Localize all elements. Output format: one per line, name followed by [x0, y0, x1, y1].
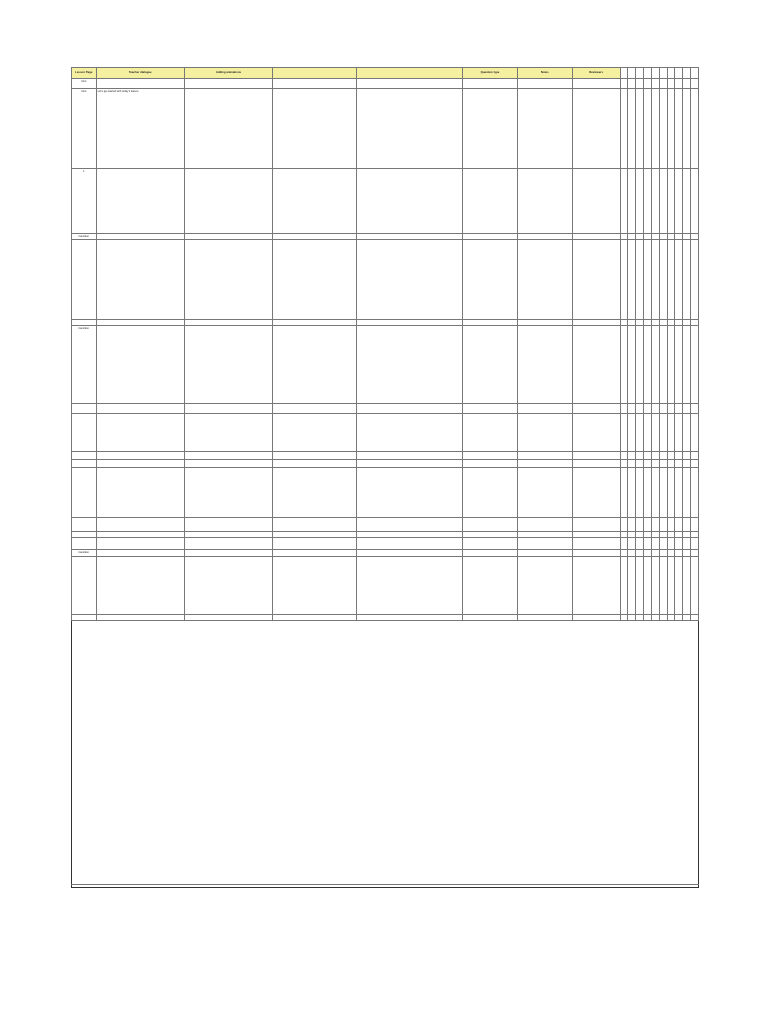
- cell-empty[interactable]: [651, 556, 659, 614]
- cell-empty[interactable]: [644, 556, 652, 614]
- table-row: [72, 556, 699, 614]
- lesson-script-table: [71, 67, 699, 621]
- table-row: [72, 452, 699, 460]
- cell-third[interactable]: [273, 556, 357, 614]
- cell-empty[interactable]: [463, 240, 518, 320]
- cell-teacher[interactable]: [96, 79, 184, 89]
- cell-empty[interactable]: [659, 452, 667, 460]
- table-row: [72, 538, 699, 550]
- cell-adding[interactable]: [184, 614, 272, 620]
- cell-empty[interactable]: [683, 518, 691, 532]
- cell-empty[interactable]: [517, 89, 572, 169]
- cell-empty[interactable]: [620, 326, 628, 404]
- cell-fourth[interactable]: [356, 79, 462, 89]
- cell-empty[interactable]: [620, 538, 628, 550]
- cell-empty[interactable]: [572, 468, 620, 518]
- cell-teacher[interactable]: [96, 468, 184, 518]
- cell-empty[interactable]: [628, 460, 636, 468]
- table-row: [72, 404, 699, 414]
- sheet-footer-band: [71, 884, 699, 889]
- cell-empty[interactable]: [636, 452, 644, 460]
- cell-empty[interactable]: [690, 414, 698, 452]
- header-qtype: Question type: [463, 68, 518, 79]
- cell-empty[interactable]: [517, 614, 572, 620]
- cell-third[interactable]: [273, 614, 357, 620]
- cell-empty[interactable]: [620, 79, 628, 89]
- cell-empty[interactable]: [628, 518, 636, 532]
- cell-empty[interactable]: [572, 404, 620, 414]
- cell-empty[interactable]: [628, 538, 636, 550]
- cell-empty[interactable]: [463, 404, 518, 414]
- cell-empty[interactable]: [572, 538, 620, 550]
- table-row: [72, 414, 699, 452]
- cell-empty[interactable]: [636, 414, 644, 452]
- table-row: [72, 240, 699, 320]
- cell-fourth[interactable]: [356, 404, 462, 414]
- cell-empty[interactable]: [628, 556, 636, 614]
- cell-empty[interactable]: [636, 460, 644, 468]
- cell-empty[interactable]: [463, 538, 518, 550]
- cell-empty[interactable]: [620, 460, 628, 468]
- cell-empty[interactable]: [690, 240, 698, 320]
- cell-adding[interactable]: [184, 468, 272, 518]
- cell-empty[interactable]: [644, 452, 652, 460]
- cell-empty[interactable]: [644, 468, 652, 518]
- cell-empty[interactable]: [517, 404, 572, 414]
- cell-empty[interactable]: [628, 414, 636, 452]
- table-row: [72, 468, 699, 518]
- cell-empty[interactable]: [659, 614, 667, 620]
- cell-teacher[interactable]: [96, 414, 184, 452]
- cell-empty[interactable]: [572, 89, 620, 169]
- cell-empty[interactable]: [667, 414, 675, 452]
- cell-empty[interactable]: [651, 518, 659, 532]
- cell-empty[interactable]: [659, 468, 667, 518]
- cell-empty[interactable]: [659, 169, 667, 234]
- cell-empty[interactable]: [620, 556, 628, 614]
- cell-third[interactable]: [273, 538, 357, 550]
- cell-teacher[interactable]: [96, 460, 184, 468]
- cell-empty[interactable]: [690, 169, 698, 234]
- cell-empty[interactable]: [675, 89, 683, 169]
- cell-adding[interactable]: [184, 452, 272, 460]
- cell-empty[interactable]: [651, 240, 659, 320]
- cell-empty[interactable]: [644, 169, 652, 234]
- cell-teacher[interactable]: [96, 240, 184, 320]
- cell-empty[interactable]: [651, 79, 659, 89]
- cell-fourth[interactable]: [356, 89, 462, 169]
- cell-empty[interactable]: [572, 240, 620, 320]
- cell-empty[interactable]: [651, 460, 659, 468]
- cell-empty[interactable]: [463, 460, 518, 468]
- header-review: Reviewers: [572, 68, 620, 79]
- cell-fourth[interactable]: [356, 169, 462, 234]
- cell-empty[interactable]: [620, 614, 628, 620]
- cell-empty[interactable]: [659, 404, 667, 414]
- cell-adding[interactable]: [184, 538, 272, 550]
- cell-empty[interactable]: [659, 240, 667, 320]
- cell-empty[interactable]: [690, 89, 698, 169]
- cell-teacher[interactable]: [96, 452, 184, 460]
- cell-empty[interactable]: [683, 468, 691, 518]
- cell-empty[interactable]: [620, 89, 628, 169]
- cell-empty[interactable]: [683, 326, 691, 404]
- cell-empty[interactable]: [667, 614, 675, 620]
- cell-teacher[interactable]: [96, 326, 184, 404]
- cell-empty[interactable]: [667, 79, 675, 89]
- cell-third[interactable]: [273, 326, 357, 404]
- cell-page[interactable]: transition: [72, 234, 97, 240]
- cell-empty[interactable]: [517, 538, 572, 550]
- cell-empty[interactable]: [628, 614, 636, 620]
- cell-empty[interactable]: [463, 414, 518, 452]
- table-row: [72, 79, 699, 89]
- cell-empty[interactable]: [517, 468, 572, 518]
- cell-empty[interactable]: [644, 240, 652, 320]
- cell-empty[interactable]: [572, 452, 620, 460]
- cell-empty[interactable]: [659, 414, 667, 452]
- cell-empty[interactable]: [683, 556, 691, 614]
- cell-page[interactable]: 1: [72, 169, 97, 234]
- cell-fourth[interactable]: [356, 614, 462, 620]
- cell-empty[interactable]: [572, 460, 620, 468]
- table-row: [72, 460, 699, 468]
- cell-adding[interactable]: [184, 518, 272, 532]
- cell-page[interactable]: [72, 414, 97, 452]
- cell-page[interactable]: [72, 614, 97, 620]
- cell-adding[interactable]: [184, 326, 272, 404]
- cell-third[interactable]: [273, 169, 357, 234]
- header-third: [273, 68, 357, 79]
- cell-empty[interactable]: [690, 518, 698, 532]
- cell-empty[interactable]: [636, 614, 644, 620]
- cell-empty[interactable]: [667, 460, 675, 468]
- cell-empty[interactable]: [667, 169, 675, 234]
- cell-empty[interactable]: [517, 169, 572, 234]
- cell-page[interactable]: [72, 556, 97, 614]
- cell-empty[interactable]: [667, 518, 675, 532]
- table-row: [72, 518, 699, 532]
- cell-empty[interactable]: [644, 89, 652, 169]
- cell-empty[interactable]: [517, 518, 572, 532]
- cell-fourth[interactable]: [356, 556, 462, 614]
- cell-empty[interactable]: [675, 404, 683, 414]
- cell-empty[interactable]: [690, 556, 698, 614]
- cell-empty[interactable]: [517, 79, 572, 89]
- cell-page[interactable]: [72, 468, 97, 518]
- header-row: [72, 68, 699, 79]
- cell-third[interactable]: [273, 414, 357, 452]
- cell-empty[interactable]: [463, 556, 518, 614]
- cell-empty[interactable]: [636, 556, 644, 614]
- cell-third[interactable]: [273, 79, 357, 89]
- cell-empty[interactable]: [628, 468, 636, 518]
- cell-empty[interactable]: [636, 89, 644, 169]
- cell-empty[interactable]: [675, 414, 683, 452]
- cell-empty[interactable]: [651, 452, 659, 460]
- cell-empty[interactable]: [636, 518, 644, 532]
- cell-empty[interactable]: [667, 326, 675, 404]
- cell-empty[interactable]: [667, 404, 675, 414]
- cell-empty[interactable]: [517, 240, 572, 320]
- cell-empty[interactable]: [667, 468, 675, 518]
- cell-empty[interactable]: [675, 518, 683, 532]
- cell-third[interactable]: [273, 240, 357, 320]
- cell-empty[interactable]: [675, 614, 683, 620]
- cell-empty[interactable]: [628, 79, 636, 89]
- cell-third[interactable]: [273, 468, 357, 518]
- cell-third[interactable]: [273, 518, 357, 532]
- cell-empty[interactable]: [636, 468, 644, 518]
- cell-third[interactable]: [273, 89, 357, 169]
- cell-empty[interactable]: [675, 556, 683, 614]
- cell-empty[interactable]: [628, 240, 636, 320]
- cell-fourth[interactable]: [356, 240, 462, 320]
- cell-empty[interactable]: [683, 414, 691, 452]
- cell-empty[interactable]: [620, 404, 628, 414]
- cell-empty[interactable]: [667, 538, 675, 550]
- cell-empty[interactable]: [683, 404, 691, 414]
- cell-teacher[interactable]: [96, 169, 184, 234]
- cell-empty[interactable]: [463, 326, 518, 404]
- cell-adding[interactable]: [184, 556, 272, 614]
- cell-empty[interactable]: [683, 538, 691, 550]
- cell-empty[interactable]: [675, 326, 683, 404]
- cell-empty[interactable]: [644, 79, 652, 89]
- cell-page[interactable]: transition: [72, 550, 97, 556]
- cell-empty[interactable]: [659, 460, 667, 468]
- cell-empty[interactable]: [628, 169, 636, 234]
- cell-empty[interactable]: [644, 414, 652, 452]
- cell-empty[interactable]: [644, 404, 652, 414]
- cell-empty[interactable]: [651, 468, 659, 518]
- cell-page[interactable]: [72, 452, 97, 460]
- cell-empty[interactable]: [636, 240, 644, 320]
- header-notes: Notes: [517, 68, 572, 79]
- cell-empty[interactable]: [667, 89, 675, 169]
- cell-empty[interactable]: [651, 538, 659, 550]
- cell-empty[interactable]: [690, 614, 698, 620]
- cell-empty[interactable]: [517, 556, 572, 614]
- cell-empty[interactable]: [675, 468, 683, 518]
- cell-adding[interactable]: [184, 79, 272, 89]
- cell-empty[interactable]: [659, 556, 667, 614]
- cell-empty[interactable]: [683, 79, 691, 89]
- cell-empty[interactable]: [572, 614, 620, 620]
- cell-empty[interactable]: [675, 169, 683, 234]
- header-fourth: [356, 68, 462, 79]
- cell-empty[interactable]: [651, 89, 659, 169]
- cell-empty[interactable]: [659, 89, 667, 169]
- cell-empty[interactable]: [620, 240, 628, 320]
- cell-page[interactable]: transition: [72, 326, 97, 404]
- cell-empty[interactable]: [659, 79, 667, 89]
- cell-empty[interactable]: [572, 79, 620, 89]
- header-page: Lesson Page: [72, 68, 97, 79]
- cell-adding[interactable]: [184, 460, 272, 468]
- cell-fourth[interactable]: [356, 468, 462, 518]
- cell-third[interactable]: [273, 452, 357, 460]
- cell-empty[interactable]: [690, 452, 698, 460]
- cell-empty[interactable]: [667, 452, 675, 460]
- cell-adding[interactable]: [184, 169, 272, 234]
- cell-page[interactable]: Intro: [72, 79, 97, 89]
- cell-empty[interactable]: [517, 414, 572, 452]
- cell-empty[interactable]: [463, 518, 518, 532]
- cell-empty[interactable]: [644, 460, 652, 468]
- cell-teacher[interactable]: [96, 404, 184, 414]
- cell-empty[interactable]: [690, 460, 698, 468]
- cell-empty[interactable]: [463, 614, 518, 620]
- cell-empty[interactable]: [463, 169, 518, 234]
- cell-empty[interactable]: [644, 326, 652, 404]
- cell-empty[interactable]: [690, 538, 698, 550]
- cell-empty[interactable]: [628, 326, 636, 404]
- cell-page[interactable]: [72, 518, 97, 532]
- cell-fourth[interactable]: [356, 414, 462, 452]
- cell-empty[interactable]: [644, 538, 652, 550]
- cell-empty[interactable]: [620, 468, 628, 518]
- cell-empty[interactable]: [636, 79, 644, 89]
- cell-teacher[interactable]: [96, 538, 184, 550]
- cell-empty[interactable]: [517, 326, 572, 404]
- cell-empty[interactable]: [636, 404, 644, 414]
- cell-empty[interactable]: [620, 452, 628, 460]
- cell-empty[interactable]: [683, 169, 691, 234]
- cell-teacher[interactable]: Let's get started with today's lesson.: [96, 89, 184, 169]
- cell-fourth[interactable]: [356, 460, 462, 468]
- cell-empty[interactable]: [620, 518, 628, 532]
- cell-empty[interactable]: [659, 518, 667, 532]
- cell-empty[interactable]: [667, 556, 675, 614]
- cell-empty[interactable]: [683, 452, 691, 460]
- table-body: [72, 79, 699, 621]
- cell-adding[interactable]: [184, 414, 272, 452]
- cell-empty[interactable]: [675, 460, 683, 468]
- cell-empty[interactable]: [572, 518, 620, 532]
- cell-empty[interactable]: [675, 79, 683, 89]
- cell-empty[interactable]: [651, 414, 659, 452]
- cell-adding[interactable]: [184, 89, 272, 169]
- cell-fourth[interactable]: [356, 452, 462, 460]
- cell-empty[interactable]: [463, 89, 518, 169]
- cell-fourth[interactable]: [356, 538, 462, 550]
- cell-empty[interactable]: [683, 240, 691, 320]
- table-row: [72, 89, 699, 169]
- cell-empty[interactable]: [651, 404, 659, 414]
- cell-empty[interactable]: [636, 538, 644, 550]
- cell-page[interactable]: [72, 538, 97, 550]
- cell-adding[interactable]: [184, 240, 272, 320]
- cell-empty[interactable]: [690, 404, 698, 414]
- cell-empty[interactable]: [620, 169, 628, 234]
- cell-empty[interactable]: [572, 414, 620, 452]
- cell-empty[interactable]: [572, 326, 620, 404]
- cell-adding[interactable]: [184, 404, 272, 414]
- cell-empty[interactable]: [667, 240, 675, 320]
- cell-fourth[interactable]: [356, 326, 462, 404]
- cell-empty[interactable]: [517, 452, 572, 460]
- cell-empty[interactable]: [675, 240, 683, 320]
- cell-empty[interactable]: [659, 326, 667, 404]
- cell-empty[interactable]: [628, 89, 636, 169]
- cell-empty[interactable]: [572, 556, 620, 614]
- cell-empty[interactable]: [651, 614, 659, 620]
- cell-empty[interactable]: [675, 452, 683, 460]
- cell-page[interactable]: Intro: [72, 89, 97, 169]
- cell-empty[interactable]: [690, 79, 698, 89]
- cell-empty[interactable]: [517, 460, 572, 468]
- header-adding: Adding animations: [184, 68, 272, 79]
- cell-page[interactable]: [72, 404, 97, 414]
- cell-third[interactable]: [273, 404, 357, 414]
- cell-empty[interactable]: [620, 414, 628, 452]
- table-row: [72, 169, 699, 234]
- cell-empty[interactable]: [463, 468, 518, 518]
- cell-empty[interactable]: [690, 468, 698, 518]
- cell-empty[interactable]: [651, 326, 659, 404]
- cell-empty[interactable]: [675, 538, 683, 550]
- cell-page[interactable]: [72, 460, 97, 468]
- cell-empty[interactable]: [636, 169, 644, 234]
- transition-row: [72, 326, 699, 404]
- cell-empty[interactable]: [463, 452, 518, 460]
- header-teacher: Teacher dialogue: [96, 68, 184, 79]
- cell-fourth[interactable]: [356, 518, 462, 532]
- cell-teacher[interactable]: [96, 556, 184, 614]
- cell-teacher[interactable]: [96, 518, 184, 532]
- cell-empty[interactable]: [628, 452, 636, 460]
- cell-empty[interactable]: [690, 326, 698, 404]
- cell-empty[interactable]: [683, 614, 691, 620]
- cell-empty[interactable]: [651, 169, 659, 234]
- cell-third[interactable]: [273, 460, 357, 468]
- table-row: [72, 614, 699, 620]
- cell-empty[interactable]: [572, 169, 620, 234]
- cell-empty[interactable]: [683, 460, 691, 468]
- cell-empty[interactable]: [644, 614, 652, 620]
- cell-empty[interactable]: [659, 538, 667, 550]
- cell-empty[interactable]: [463, 79, 518, 89]
- cell-empty[interactable]: [628, 404, 636, 414]
- cell-empty[interactable]: [683, 89, 691, 169]
- cell-empty[interactable]: [636, 326, 644, 404]
- cell-page[interactable]: [72, 240, 97, 320]
- cell-empty[interactable]: [644, 518, 652, 532]
- cell-teacher[interactable]: [96, 614, 184, 620]
